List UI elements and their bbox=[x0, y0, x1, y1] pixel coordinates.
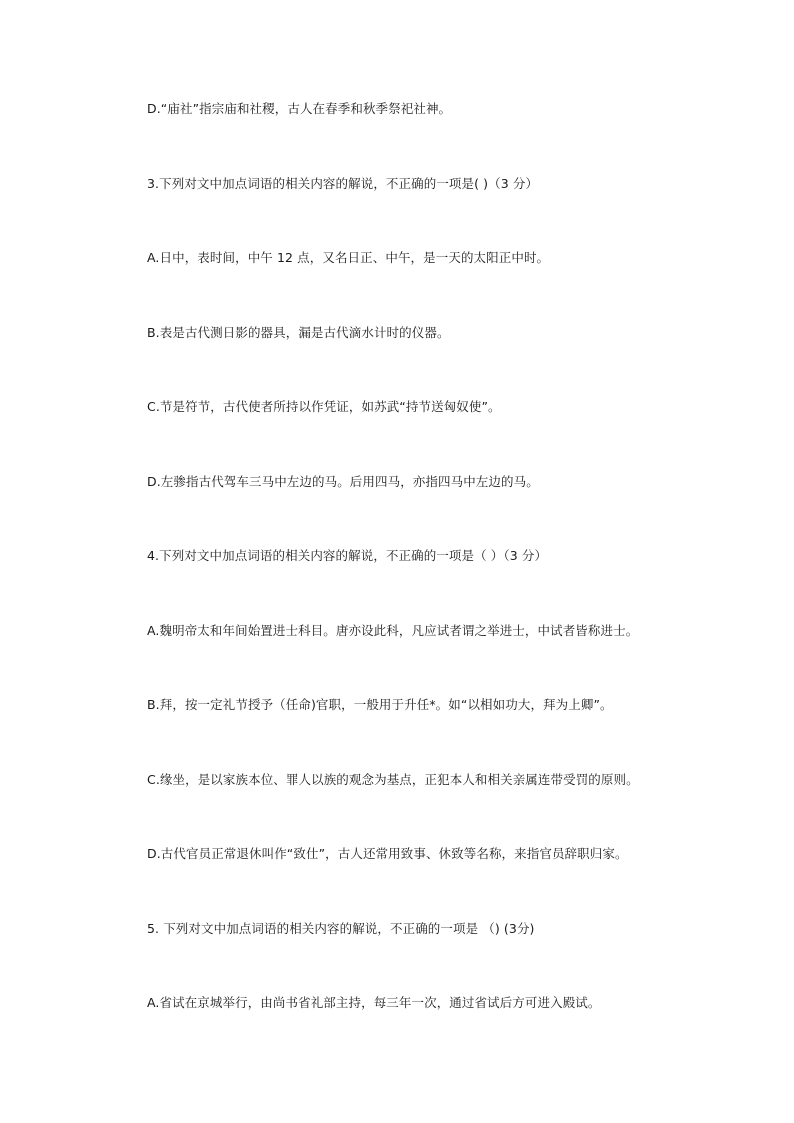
question-4-option-c: C.缘坐，是以家族本位、罪人以族的观念为基点，正犯本人和相关亲属连带受罚的原则。 bbox=[147, 772, 639, 787]
question-3-option-d: D.左骖指古代驾车三马中左边的马。后用四马，亦指四马中左边的马。 bbox=[147, 474, 539, 489]
question-5-option-a: A.省试在京城举行，由尚书省礼部主持，每三年一次，通过省试后方可进入殿试。 bbox=[147, 995, 601, 1010]
question-4-option-a: A.魏明帝太和年间始置进士科目。唐亦设此科，凡应试者谓之举进士，中试者皆称进士。 bbox=[147, 623, 639, 638]
question-4-option-b: B.拜，按一定礼节授予（任命)官职，一般用于升任*。如“以相如功大，拜为上卿”。 bbox=[147, 697, 613, 712]
question-3-option-c: C.节是符节，古代使者所持以作凭证，如苏武“持节送匈奴使”。 bbox=[147, 399, 501, 414]
question-3-option-b: B.表是古代测日影的器具，漏是古代滴水计时的仪器。 bbox=[147, 325, 450, 340]
question-4: 4.下列对文中加点词语的相关内容的解说，不正确的一项是（ ）（3 分） bbox=[147, 548, 548, 563]
question-5: 5. 下列对文中加点词语的相关内容的解说，不正确的一项是 （) (3分) bbox=[147, 921, 535, 936]
option-d-miaoshe: D.“庙社”指宗庙和社稷，古人在春季和秋季祭祀社神。 bbox=[147, 101, 452, 116]
question-3-option-a: A.日中，表时间，中午 12 点，又名日正、中午，是一天的太阳正中时。 bbox=[147, 250, 550, 265]
question-3: 3.下列对文中加点词语的相关内容的解说，不正确的一项是( )（3 分） bbox=[147, 176, 539, 191]
question-4-option-d: D.古代官员正常退休叫作“致仕”，古人还常用致事、休致等名称，来指官员辞职归家。 bbox=[147, 846, 628, 861]
